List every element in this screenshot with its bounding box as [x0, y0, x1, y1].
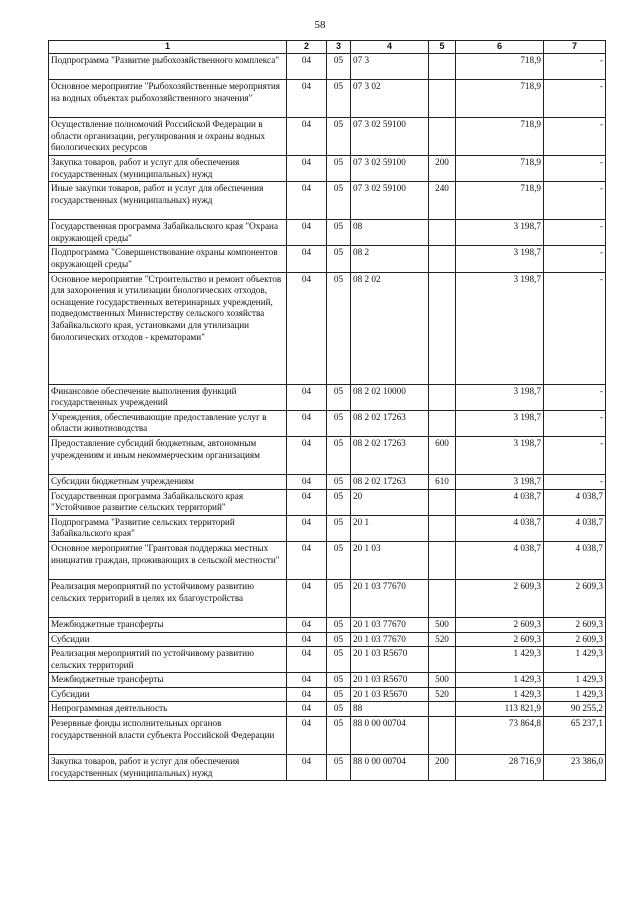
subsection-cell: 05 — [327, 489, 351, 515]
amount-year2-cell: 4 038,7 — [544, 515, 606, 541]
table-body — [49, 54, 606, 781]
budget-table — [48, 40, 606, 781]
table-row — [49, 80, 606, 118]
amount-year2-cell: - — [544, 410, 606, 436]
table-row — [49, 647, 606, 673]
subsection-cell: 05 — [327, 755, 351, 781]
section-cell: 04 — [287, 673, 327, 688]
amount-year1-cell: 3 198,7 — [456, 474, 544, 489]
column-header: 7 — [544, 41, 606, 54]
row-name-cell: Реализация мероприятий по устойчивому развитию сельских территорий — [49, 647, 287, 673]
expense-type-cell — [429, 54, 456, 80]
expense-type-cell — [429, 717, 456, 755]
expense-type-cell — [429, 272, 456, 384]
column-header: 2 — [287, 41, 327, 54]
target-article-cell: 07 3 — [351, 54, 429, 80]
target-article-cell: 08 2 02 17263 — [351, 474, 429, 489]
row-name-cell: Иные закупки товаров, работ и услуг для обеспечения государственных (муниципальных) нужд — [49, 182, 287, 220]
expense-type-cell: 520 — [429, 632, 456, 647]
row-name-cell: Закупка товаров, работ и услуг для обеспечения государственных (муниципальных) нужд — [49, 156, 287, 182]
row-name-cell: Субсидии бюджетным учреждениям — [49, 474, 287, 489]
expense-type-cell — [429, 220, 456, 246]
expense-type-cell — [429, 384, 456, 410]
target-article-cell: 88 0 00 00704 — [351, 755, 429, 781]
table-row — [49, 673, 606, 688]
section-cell: 04 — [287, 632, 327, 647]
table-row — [49, 474, 606, 489]
amount-year1-cell: 2 609,3 — [456, 579, 544, 617]
expense-type-cell: 200 — [429, 755, 456, 781]
row-name-cell: Резервные фонды исполнительных органов государственной власти субъекта Российской Федерации — [49, 717, 287, 755]
section-cell: 04 — [287, 246, 327, 272]
row-name-cell: Субсидии — [49, 632, 287, 647]
row-name-cell: Субсидии — [49, 687, 287, 702]
subsection-cell: 05 — [327, 515, 351, 541]
column-header: 6 — [456, 41, 544, 54]
expense-type-cell: 600 — [429, 436, 456, 474]
subsection-cell: 05 — [327, 474, 351, 489]
amount-year2-cell: - — [544, 220, 606, 246]
table-row — [49, 632, 606, 647]
subsection-cell: 05 — [327, 687, 351, 702]
section-cell: 04 — [287, 272, 327, 384]
amount-year1-cell: 2 609,3 — [456, 632, 544, 647]
section-cell: 04 — [287, 755, 327, 781]
amount-year2-cell: 2 609,3 — [544, 632, 606, 647]
expense-type-cell: 240 — [429, 182, 456, 220]
target-article-cell: 08 2 — [351, 246, 429, 272]
section-cell: 04 — [287, 687, 327, 702]
expense-type-cell — [429, 541, 456, 579]
table-header-row — [49, 41, 606, 54]
table-row — [49, 579, 606, 617]
subsection-cell: 05 — [327, 246, 351, 272]
amount-year2-cell: - — [544, 246, 606, 272]
table-row — [49, 156, 606, 182]
subsection-cell: 05 — [327, 436, 351, 474]
row-name-cell: Подпрограмма "Развитие сельских территорий Забайкальского края" — [49, 515, 287, 541]
subsection-cell: 05 — [327, 410, 351, 436]
expense-type-cell — [429, 118, 456, 156]
table-row — [49, 702, 606, 717]
expense-type-cell: 500 — [429, 673, 456, 688]
section-cell: 04 — [287, 54, 327, 80]
target-article-cell: 20 1 03 — [351, 541, 429, 579]
section-cell: 04 — [287, 515, 327, 541]
table-row — [49, 272, 606, 384]
target-article-cell: 20 1 — [351, 515, 429, 541]
amount-year1-cell: 113 821,9 — [456, 702, 544, 717]
amount-year2-cell: - — [544, 156, 606, 182]
expense-type-cell — [429, 489, 456, 515]
row-name-cell: Реализация мероприятий по устойчивому развитию сельских территорий в целях их благоустройства — [49, 579, 287, 617]
target-article-cell: 08 2 02 17263 — [351, 436, 429, 474]
section-cell: 04 — [287, 118, 327, 156]
amount-year2-cell: 1 429,3 — [544, 687, 606, 702]
table-row — [49, 717, 606, 755]
amount-year1-cell: 1 429,3 — [456, 673, 544, 688]
row-name-cell: Учреждения, обеспечивающие предоставление услуг в области животноводства — [49, 410, 287, 436]
expense-type-cell — [429, 647, 456, 673]
page-number: 58 — [314, 19, 326, 31]
amount-year2-cell: 4 038,7 — [544, 541, 606, 579]
amount-year1-cell: 718,9 — [456, 54, 544, 80]
row-name-cell: Межбюджетные трансферты — [49, 673, 287, 688]
target-article-cell: 20 1 03 R5670 — [351, 647, 429, 673]
section-cell: 04 — [287, 717, 327, 755]
amount-year2-cell: 90 255,2 — [544, 702, 606, 717]
expense-type-cell — [429, 515, 456, 541]
target-article-cell: 20 1 03 R5670 — [351, 687, 429, 702]
amount-year2-cell: - — [544, 54, 606, 80]
amount-year2-cell: - — [544, 118, 606, 156]
subsection-cell: 05 — [327, 541, 351, 579]
table-row — [49, 687, 606, 702]
row-name-cell: Основное мероприятие "Строительство и ремонт объектов для захоронения и утилизации биологических отходов, оснащение государственных ветеринарных учреждений, подведомственных Министерству сельского хозяйства Забайкальского края, установками для утилизации биологических отходов - крематорами" — [49, 272, 287, 384]
expense-type-cell — [429, 80, 456, 118]
amount-year1-cell: 1 429,3 — [456, 687, 544, 702]
section-cell: 04 — [287, 489, 327, 515]
amount-year1-cell: 4 038,7 — [456, 489, 544, 515]
section-cell: 04 — [287, 80, 327, 118]
section-cell: 04 — [287, 541, 327, 579]
amount-year2-cell: - — [544, 436, 606, 474]
table-row — [49, 384, 606, 410]
amount-year1-cell: 718,9 — [456, 118, 544, 156]
target-article-cell: 08 2 02 17263 — [351, 410, 429, 436]
amount-year2-cell: 1 429,3 — [544, 673, 606, 688]
subsection-cell: 05 — [327, 632, 351, 647]
row-name-cell: Основное мероприятие "Грантовая поддержка местных инициатив граждан, проживающих в сельской местности" — [49, 541, 287, 579]
expense-type-cell — [429, 702, 456, 717]
table-row — [49, 515, 606, 541]
expense-type-cell: 520 — [429, 687, 456, 702]
amount-year1-cell: 3 198,7 — [456, 246, 544, 272]
target-article-cell: 07 3 02 59100 — [351, 156, 429, 182]
amount-year1-cell: 3 198,7 — [456, 384, 544, 410]
amount-year2-cell: - — [544, 384, 606, 410]
amount-year2-cell: - — [544, 182, 606, 220]
target-article-cell: 20 1 03 77670 — [351, 617, 429, 632]
amount-year1-cell: 718,9 — [456, 80, 544, 118]
amount-year1-cell: 3 198,7 — [456, 272, 544, 384]
target-article-cell: 88 0 00 00704 — [351, 717, 429, 755]
table-row — [49, 541, 606, 579]
expense-type-cell: 500 — [429, 617, 456, 632]
section-cell: 04 — [287, 474, 327, 489]
subsection-cell: 05 — [327, 54, 351, 80]
amount-year2-cell: 1 429,3 — [544, 647, 606, 673]
section-cell: 04 — [287, 220, 327, 246]
amount-year2-cell: - — [544, 80, 606, 118]
section-cell: 04 — [287, 702, 327, 717]
subsection-cell: 05 — [327, 579, 351, 617]
row-name-cell: Осуществление полномочий Российской Федерации в области организации, регулирования и охраны водных биологических ресурсов — [49, 118, 287, 156]
expense-type-cell: 200 — [429, 156, 456, 182]
expense-type-cell — [429, 579, 456, 617]
subsection-cell: 05 — [327, 182, 351, 220]
amount-year2-cell: 23 386,0 — [544, 755, 606, 781]
expense-type-cell — [429, 410, 456, 436]
row-name-cell: Государственная программа Забайкальского края "Устойчивое развитие сельских территорий" — [49, 489, 287, 515]
table-row — [49, 436, 606, 474]
subsection-cell: 05 — [327, 702, 351, 717]
amount-year1-cell: 4 038,7 — [456, 515, 544, 541]
expense-type-cell: 610 — [429, 474, 456, 489]
section-cell: 04 — [287, 436, 327, 474]
amount-year1-cell: 3 198,7 — [456, 436, 544, 474]
target-article-cell: 88 — [351, 702, 429, 717]
target-article-cell: 07 3 02 59100 — [351, 118, 429, 156]
row-name-cell: Предоставление субсидий бюджетным, автономным учреждениям и иным некоммерческим организациям — [49, 436, 287, 474]
table-row — [49, 182, 606, 220]
column-header: 3 — [327, 41, 351, 54]
target-article-cell: 20 1 03 77670 — [351, 579, 429, 617]
subsection-cell: 05 — [327, 80, 351, 118]
table-row — [49, 54, 606, 80]
amount-year1-cell: 718,9 — [456, 156, 544, 182]
row-name-cell: Основное мероприятие "Рыбохозяйственные мероприятия на водных объектах рыбохозяйственного значения" — [49, 80, 287, 118]
amount-year1-cell: 3 198,7 — [456, 220, 544, 246]
table-row — [49, 489, 606, 515]
column-header: 1 — [49, 41, 287, 54]
amount-year1-cell: 4 038,7 — [456, 541, 544, 579]
section-cell: 04 — [287, 410, 327, 436]
table-row — [49, 246, 606, 272]
subsection-cell: 05 — [327, 272, 351, 384]
row-name-cell: Межбюджетные трансферты — [49, 617, 287, 632]
table-row — [49, 617, 606, 632]
amount-year2-cell: - — [544, 474, 606, 489]
subsection-cell: 05 — [327, 220, 351, 246]
row-name-cell: Подпрограмма "Развитие рыбохозяйственного комплекса" — [49, 54, 287, 80]
subsection-cell: 05 — [327, 384, 351, 410]
expense-type-cell — [429, 246, 456, 272]
table-row — [49, 220, 606, 246]
table-row — [49, 755, 606, 781]
row-name-cell: Закупка товаров, работ и услуг для обеспечения государственных (муниципальных) нужд — [49, 755, 287, 781]
amount-year2-cell: 4 038,7 — [544, 489, 606, 515]
subsection-cell: 05 — [327, 617, 351, 632]
row-name-cell: Финансовое обеспечение выполнения функций государственных учреждений — [49, 384, 287, 410]
section-cell: 04 — [287, 579, 327, 617]
amount-year1-cell: 28 716,9 — [456, 755, 544, 781]
section-cell: 04 — [287, 647, 327, 673]
column-header: 5 — [429, 41, 456, 54]
target-article-cell: 20 1 03 R5670 — [351, 673, 429, 688]
amount-year1-cell: 73 864,8 — [456, 717, 544, 755]
target-article-cell: 07 3 02 — [351, 80, 429, 118]
amount-year1-cell: 2 609,3 — [456, 617, 544, 632]
target-article-cell: 20 1 03 77670 — [351, 632, 429, 647]
subsection-cell: 05 — [327, 647, 351, 673]
target-article-cell: 08 — [351, 220, 429, 246]
amount-year2-cell: 2 609,3 — [544, 617, 606, 632]
column-header: 4 — [351, 41, 429, 54]
target-article-cell: 08 2 02 — [351, 272, 429, 384]
table-row — [49, 410, 606, 436]
subsection-cell: 05 — [327, 717, 351, 755]
section-cell: 04 — [287, 384, 327, 410]
row-name-cell: Государственная программа Забайкальского края "Охрана окружающей среды" — [49, 220, 287, 246]
target-article-cell: 08 2 02 10000 — [351, 384, 429, 410]
section-cell: 04 — [287, 156, 327, 182]
table-row — [49, 118, 606, 156]
subsection-cell: 05 — [327, 156, 351, 182]
row-name-cell: Подпрограмма "Совершенствование охраны компонентов окружающей среды" — [49, 246, 287, 272]
amount-year1-cell: 3 198,7 — [456, 410, 544, 436]
row-name-cell: Непрограммная деятельность — [49, 702, 287, 717]
amount-year1-cell: 1 429,3 — [456, 647, 544, 673]
target-article-cell: 07 3 02 59100 — [351, 182, 429, 220]
amount-year2-cell: 65 237,1 — [544, 717, 606, 755]
amount-year2-cell: 2 609,3 — [544, 579, 606, 617]
subsection-cell: 05 — [327, 118, 351, 156]
section-cell: 04 — [287, 617, 327, 632]
section-cell: 04 — [287, 182, 327, 220]
target-article-cell: 20 — [351, 489, 429, 515]
amount-year1-cell: 718,9 — [456, 182, 544, 220]
amount-year2-cell: - — [544, 272, 606, 384]
subsection-cell: 05 — [327, 673, 351, 688]
